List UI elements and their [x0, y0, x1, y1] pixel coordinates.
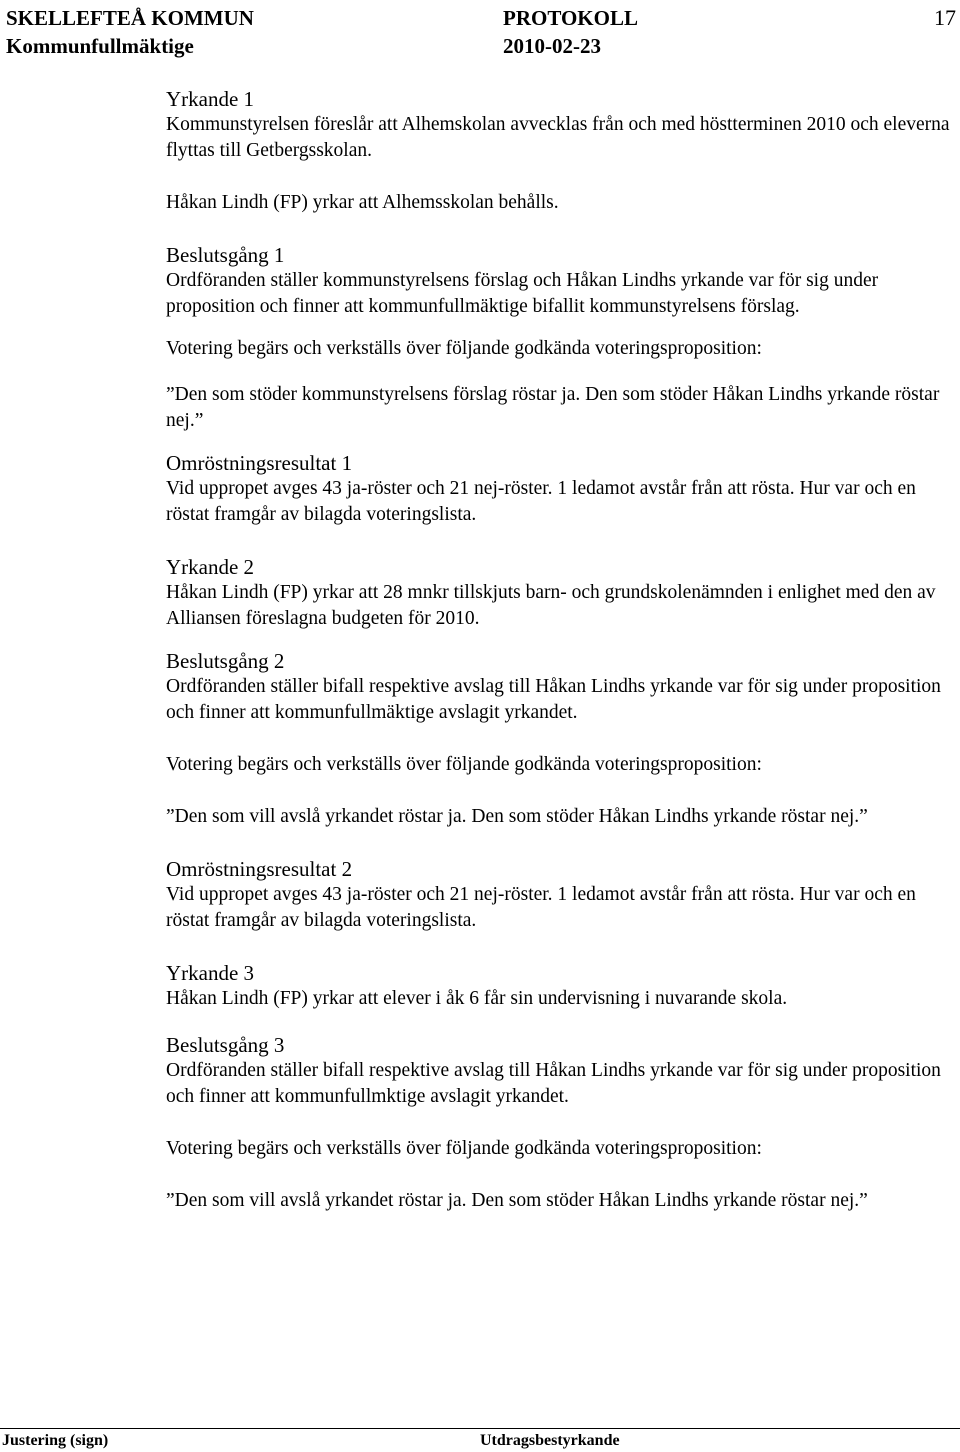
- yrkande-3-heading: Yrkande 3: [166, 961, 255, 985]
- beslutsgang-3-proposition: ”Den som vill avslå yrkandet röstar ja. Den som stöder Håkan Lindhs yrkande röstar nej.”: [166, 1190, 868, 1211]
- beslutsgang-2-proposition: ”Den som vill avslå yrkandet röstar ja. Den som stöder Håkan Lindhs yrkande röstar nej.”: [166, 806, 868, 827]
- page-header: [6, 4, 956, 60]
- yrkande-1-text: Kommunstyrelsen föreslår att Alhemskolan avvecklas från och med höstterminen 2010 och eleverna flyttas till Getbergsskolan.: [166, 114, 950, 161]
- yrkande-2-text: Håkan Lindh (FP) yrkar att 28 mnkr tillskjuts barn- och grundskolenämnden i enlighet med den av Alliansen föreslagna budgeten för 2010.: [166, 582, 936, 629]
- yrkande-1-motion: Håkan Lindh (FP) yrkar att Alhemsskolan behålls.: [166, 192, 559, 213]
- utdragsbestyrkande-label: Utdragsbestyrkande: [480, 1432, 620, 1449]
- beslutsgang-1-heading: Beslutsgång 1: [166, 243, 285, 267]
- yrkande-3-text: Håkan Lindh (FP) yrkar att elever i åk 6 får sin undervisning i nuvarande skola.: [166, 988, 788, 1009]
- omrostningsresultat-2-text: Vid uppropet avges 43 ja-röster och 21 nej-röster. 1 ledamot avstår från att rösta. Hur var och en röstat framgår av bilagda voteringslista.: [166, 884, 916, 931]
- omrostningsresultat-2-heading: Omröstningsresultat 2: [166, 857, 353, 881]
- header-row-1: [6, 4, 956, 32]
- beslutsgang-3-text: Ordföranden ställer bifall respektive avslag till Håkan Lindhs yrkande var för sig under proposition och finner att kommunfullmktige avslagit yrkandet.: [166, 1060, 941, 1107]
- beslutsgang-2-heading: Beslutsgång 2: [166, 649, 285, 673]
- beslutsgang-1-text: Ordföranden ställer kommunstyrelsens förslag och Håkan Lindhs yrkande var för sig under proposition och finner att kommunfullmäktige bifallit kommunstyrelsens förslag.: [166, 270, 879, 317]
- justering-label: Justering (sign): [2, 1432, 109, 1449]
- yrkande-1-heading: Yrkande 1: [166, 87, 255, 111]
- header-row-2: [6, 32, 956, 60]
- omrostningsresultat-1-text: Vid uppropet avges 43 ja-röster och 21 nej-röster. 1 ledamot avstår från att rösta. Hur var och en röstat framgår av bilagda voteringslista.: [166, 478, 916, 525]
- beslutsgang-3-votering: Votering begärs och verkställs över följande godkända voteringsproposition:: [166, 1138, 762, 1159]
- document-type: PROTOKOLL: [503, 6, 638, 30]
- omrostningsresultat-1-heading: Omröstningsresultat 1: [166, 451, 353, 475]
- beslutsgang-1-proposition: ”Den som stöder kommunstyrelsens förslag röstar ja. Den som stöder Håkan Lindhs yrkande röstar nej.”: [166, 384, 940, 431]
- yrkande-2-heading: Yrkande 2: [166, 555, 255, 579]
- page-number: 17: [934, 5, 956, 30]
- page-footer: [0, 1428, 960, 1452]
- beslutsgang-2-votering: Votering begärs och verkställs över följande godkända voteringsproposition:: [166, 754, 762, 775]
- beslutsgang-2-text: Ordföranden ställer bifall respektive avslag till Håkan Lindhs yrkande var för sig under proposition och finner att kommunfullmäktige avslagit yrkandet.: [166, 676, 941, 723]
- council-name: Kommunfullmäktige: [6, 34, 194, 58]
- protocol-content: [166, 86, 956, 1214]
- beslutsgang-1-votering: Votering begärs och verkställs över följande godkända voteringsproposition:: [166, 338, 762, 359]
- beslutsgang-3-heading: Beslutsgång 3: [166, 1033, 285, 1057]
- meeting-date: 2010-02-23: [503, 34, 601, 58]
- municipality-name: SKELLEFTEÅ KOMMUN: [6, 6, 254, 30]
